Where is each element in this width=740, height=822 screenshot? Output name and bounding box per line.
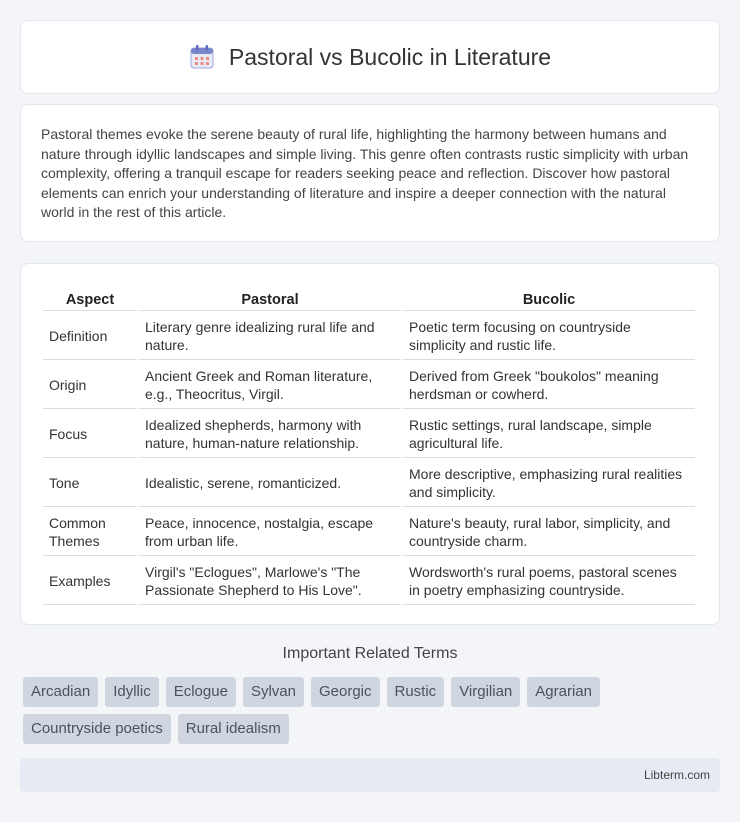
tag-virgilian[interactable]: Virgilian — [451, 677, 520, 707]
header-pastoral: Pastoral — [139, 284, 401, 311]
row-bucolic: Poetic term focusing on countryside simplicity and rustic life. — [403, 313, 695, 360]
tag-agrarian[interactable]: Agrarian — [527, 677, 600, 707]
intro-card — [20, 104, 720, 242]
row-aspect: Focus — [43, 411, 137, 458]
table-header-row — [43, 284, 695, 311]
table-row — [43, 460, 695, 507]
row-pastoral: Idealized shepherds, harmony with nature, human-nature relationship. — [139, 411, 401, 458]
title-card — [20, 20, 720, 94]
row-pastoral: Peace, innocence, nostalgia, escape from urban life. — [139, 509, 401, 556]
related-terms-list — [23, 677, 723, 744]
tag-sylvan[interactable]: Sylvan — [243, 677, 304, 707]
tag-rustic[interactable]: Rustic — [387, 677, 445, 707]
row-pastoral: Idealistic, serene, romanticized. — [139, 460, 401, 507]
tag-countryside-poetics[interactable]: Countryside poetics — [23, 714, 171, 744]
row-aspect: Common Themes — [43, 509, 137, 556]
header-bucolic: Bucolic — [403, 284, 695, 311]
row-bucolic: More descriptive, emphasizing rural realities and simplicity. — [403, 460, 695, 507]
row-aspect: Tone — [43, 460, 137, 507]
calendar-icon — [189, 44, 215, 70]
tag-georgic[interactable]: Georgic — [311, 677, 380, 707]
row-aspect: Definition — [43, 313, 137, 360]
row-bucolic: Wordsworth's rural poems, pastoral scenes in poetry emphasizing countryside. — [403, 558, 695, 605]
table-row — [43, 362, 695, 409]
comparison-table — [41, 282, 697, 607]
table-row — [43, 509, 695, 556]
table-row — [43, 313, 695, 360]
row-bucolic: Rustic settings, rural landscape, simple agricultural life. — [403, 411, 695, 458]
row-pastoral: Literary genre idealizing rural life and nature. — [139, 313, 401, 360]
row-bucolic: Derived from Greek "boukolos" meaning herdsman or cowherd. — [403, 362, 695, 409]
intro-text: Pastoral themes evoke the serene beauty of rural life, highlighting the harmony between humans and nature through idyllic landscapes and simple living. This genre often contrasts rustic simplicity with urban complexity, offering a tranquil escape for readers seeking peace and reflection. Discover how pastoral elements can enrich your understanding of literature and inspire a deeper connection with the natural world in the rest of this article. — [41, 126, 689, 221]
row-aspect: Origin — [43, 362, 137, 409]
table-row — [43, 558, 695, 605]
row-aspect: Examples — [43, 558, 137, 605]
row-pastoral: Ancient Greek and Roman literature, e.g., Theocritus, Virgil. — [139, 362, 401, 409]
page-title: Pastoral vs Bucolic in Literature — [228, 43, 552, 70]
row-bucolic: Nature's beauty, rural labor, simplicity, and countryside charm. — [403, 509, 695, 556]
table-row — [43, 411, 695, 458]
tag-arcadian[interactable]: Arcadian — [23, 677, 98, 707]
footer — [20, 758, 720, 792]
row-pastoral: Virgil's "Eclogues", Marlowe's "The Passionate Shepherd to His Love". — [139, 558, 401, 605]
tag-idyllic[interactable]: Idyllic — [105, 677, 159, 707]
tag-eclogue[interactable]: Eclogue — [166, 677, 236, 707]
footer-site-link[interactable]: Libterm.com — [643, 768, 710, 782]
comparison-card — [20, 263, 720, 625]
related-terms-title: Important Related Terms — [282, 645, 458, 662]
tag-rural-idealism[interactable]: Rural idealism — [178, 714, 289, 744]
header-aspect: Aspect — [43, 284, 137, 311]
